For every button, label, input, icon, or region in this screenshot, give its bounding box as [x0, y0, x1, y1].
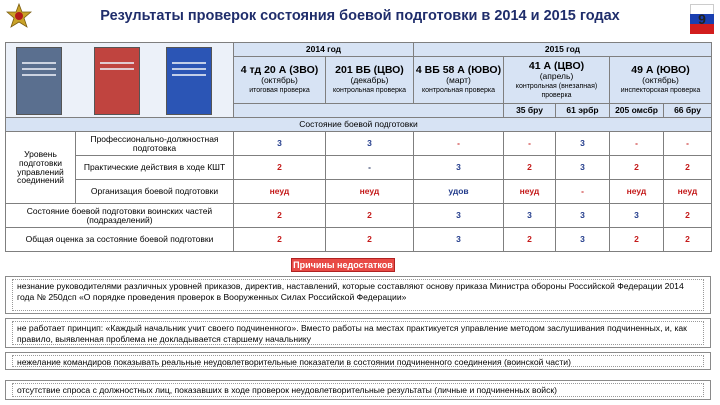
russian-flag-icon: [690, 4, 714, 34]
score-cell: 2: [326, 204, 414, 228]
score-cell: удов: [414, 180, 504, 204]
score-cell: 2: [664, 156, 712, 180]
score-cell: 2: [664, 228, 712, 252]
year-2014-header: 2014 год: [234, 43, 414, 57]
part-header: 35 бру: [504, 103, 556, 117]
slide-header: [0, 0, 720, 38]
score-cell: неуд: [664, 180, 712, 204]
score-cell: -: [504, 132, 556, 156]
level-label: Уровень подготовки управлений соединений: [6, 132, 76, 204]
part-header: 66 бру: [664, 103, 712, 117]
reason-box: [5, 352, 711, 370]
reason-box: [5, 276, 711, 314]
row-label: Профессионально-должностная подготовка: [76, 132, 234, 156]
unit-header: 4 ВБ 58 А (ЮВО) (март) контрольная проверка: [414, 57, 504, 104]
score-cell: 2: [326, 228, 414, 252]
row-label: Практические действия в ходе КШТ: [76, 156, 234, 180]
score-cell: 2: [664, 204, 712, 228]
unit-header: 4 тд 20 А (ЗВО) (октябрь) итоговая проверка: [234, 57, 326, 104]
part-header: 205 омсбр: [610, 103, 664, 117]
score-cell: неуд: [234, 180, 326, 204]
score-cell: -: [326, 156, 414, 180]
score-cell: 2: [234, 228, 326, 252]
unit-header: 41 А (ЦВО) (апрель) контрольная (внезапная) проверка: [504, 57, 610, 104]
score-cell: -: [414, 132, 504, 156]
slide-number: 9: [698, 11, 706, 27]
score-cell: неуд: [504, 180, 556, 204]
score-cell: 3: [556, 204, 610, 228]
documents-cell: [6, 43, 234, 118]
score-cell: 3: [556, 132, 610, 156]
reason-text: нежелание командиров показывать реальные неудовлетворительные показатели в состоянии подчиненного соединения (воинской части): [12, 355, 704, 367]
row-label: Организация боевой подготовки: [76, 180, 234, 204]
section-header: Состояние боевой подготовки: [6, 118, 712, 132]
reason-text: не работает принцип: «Каждый начальник учит своего подчиненного». Вместо работы на местах практикуется управление методом заслушивания подчиненных, и, как правило, выявленная проблема не докладывается старшему начальнику: [12, 321, 704, 345]
document-cover-icon: [166, 47, 212, 115]
results-table: [5, 42, 712, 252]
reasons-banner: Причины недостатков: [291, 258, 395, 272]
score-cell: 2: [610, 228, 664, 252]
reason-text: незнание руководителями различных уровней приказов, директив, наставлений, которые составляют основу приказа Министра обороны Российской Федерации 2014 года № 250дсп «О порядке проведения проверок в Вооруженных Силах Российской Федерации»: [12, 279, 704, 311]
score-cell: неуд: [610, 180, 664, 204]
score-cell: -: [610, 132, 664, 156]
score-cell: неуд: [326, 180, 414, 204]
document-cover-icon: [16, 47, 62, 115]
page-title: Результаты проверок состояния боевой подготовки в 2014 и 2015 годах: [100, 8, 620, 24]
score-cell: 2: [504, 156, 556, 180]
score-cell: 3: [610, 204, 664, 228]
part-header: 61 эрбр: [556, 103, 610, 117]
score-cell: 3: [414, 228, 504, 252]
reason-box: [5, 318, 711, 348]
score-cell: 3: [414, 204, 504, 228]
score-cell: 2: [610, 156, 664, 180]
reason-text: отсутствие спроса с должностных лиц, показавших в ходе проверок неудовлетворительные результаты (личные и подчиненных войск): [12, 383, 704, 397]
score-cell: 3: [234, 132, 326, 156]
row-label: Общая оценка за состояние боевой подготовки: [6, 228, 234, 252]
unit-header: 201 ВБ (ЦВО) (декабрь) контрольная проверка: [326, 57, 414, 104]
score-cell: 2: [234, 156, 326, 180]
reason-box: [5, 380, 711, 400]
row-label: Состояние боевой подготовки воинских частей (подразделений): [6, 204, 234, 228]
score-cell: -: [556, 180, 610, 204]
score-cell: 3: [556, 228, 610, 252]
score-cell: 3: [504, 204, 556, 228]
unit-header: 49 А (ЮВО) (октябрь) инспекторская проверка: [610, 57, 712, 104]
score-cell: 3: [556, 156, 610, 180]
score-cell: 3: [414, 156, 504, 180]
year-2015-header: 2015 год: [414, 43, 712, 57]
score-cell: 2: [234, 204, 326, 228]
parts-spacer: [234, 103, 504, 117]
score-cell: 3: [326, 132, 414, 156]
score-cell: 2: [504, 228, 556, 252]
document-cover-icon: [94, 47, 140, 115]
score-cell: -: [664, 132, 712, 156]
